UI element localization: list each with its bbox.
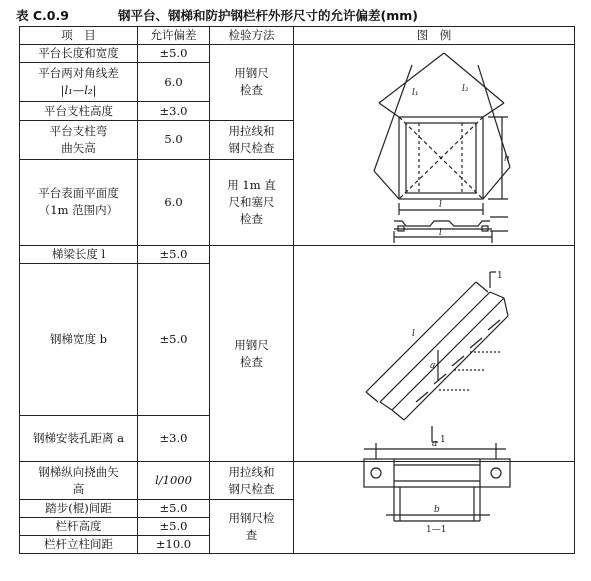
table-row bbox=[20, 246, 575, 264]
item-text: 平台支柱弯 bbox=[49, 123, 108, 138]
label-h: h bbox=[504, 154, 510, 164]
method-text: 钢尺检查 bbox=[228, 140, 275, 155]
item-cell bbox=[20, 462, 138, 500]
tolerance-cell: ±5.0 bbox=[138, 500, 210, 518]
method-text: 用钢尺检 bbox=[228, 510, 275, 525]
label-ladder-a: a bbox=[430, 360, 436, 371]
method-text: 用拉线和 bbox=[228, 123, 275, 138]
header-figure: 图 例 bbox=[294, 27, 575, 45]
tolerance-table bbox=[19, 26, 575, 554]
label-cut-top: 1 bbox=[497, 270, 503, 281]
label-ladder-l: l bbox=[412, 328, 415, 339]
table-caption: 钢平台、钢梯和防护钢栏杆外形尺寸的允许偏差(mm) bbox=[118, 8, 418, 23]
method-text: 检查 bbox=[240, 211, 263, 226]
table-row bbox=[20, 45, 575, 63]
method-text: 用拉线和 bbox=[228, 464, 275, 479]
item-text: 曲矢高 bbox=[61, 140, 96, 155]
label-l1: l₁ bbox=[412, 88, 419, 98]
item-cell bbox=[20, 120, 138, 159]
item-cell: 踏步(棍)间距 bbox=[20, 500, 138, 518]
tolerance-cell: 5.0 bbox=[138, 120, 210, 159]
method-cell bbox=[210, 462, 294, 500]
tolerance-cell: ±5.0 bbox=[138, 518, 210, 536]
method-text: 用 1m 直 bbox=[227, 177, 276, 192]
method-text: 检查 bbox=[240, 354, 263, 369]
ladder-figure bbox=[294, 246, 575, 462]
method-cell bbox=[210, 159, 294, 245]
platform-drawing bbox=[294, 45, 575, 245]
label-l: l bbox=[439, 200, 442, 210]
label-l2: l₂ bbox=[462, 84, 469, 94]
item-cell bbox=[20, 264, 138, 416]
method-text: 检查 bbox=[240, 83, 263, 98]
tolerance-cell: l/1000 bbox=[138, 462, 210, 500]
item-text: 平台两对角线差 bbox=[38, 66, 119, 81]
method-text: 钢尺检查 bbox=[228, 481, 275, 496]
tolerance-cell: 6.0 bbox=[138, 159, 210, 245]
item-text: |l₁—l₂| bbox=[60, 83, 97, 98]
item-cell bbox=[20, 63, 138, 102]
table-row bbox=[20, 462, 575, 500]
item-text: 钢梯纵向挠曲矢 bbox=[38, 464, 119, 479]
item-text: （1m 范围内） bbox=[38, 203, 119, 218]
method-text: 用钢尺 bbox=[234, 66, 269, 81]
item-cell: 平台长度和宽度 bbox=[20, 45, 138, 63]
platform-figure bbox=[294, 45, 575, 246]
method-text: 用钢尺 bbox=[234, 337, 269, 352]
header-tolerance: 允许偏差 bbox=[138, 27, 210, 45]
method-text: 查 bbox=[245, 527, 258, 542]
header-method: 检验方法 bbox=[210, 27, 294, 45]
method-cell bbox=[210, 45, 294, 121]
method-cell bbox=[210, 500, 294, 554]
table-number: 表 C.0.9 bbox=[16, 8, 69, 23]
item-cell: 栏杆高度 bbox=[20, 518, 138, 536]
section-figure bbox=[294, 438, 575, 554]
tolerance-cell: ±10.0 bbox=[138, 536, 210, 554]
header-item: 项 目 bbox=[20, 27, 138, 45]
table-title bbox=[0, 4, 591, 24]
method-text: 尺和塞尺 bbox=[228, 194, 275, 209]
method-cell bbox=[210, 246, 294, 462]
tolerance-cell: ±5.0 bbox=[138, 264, 210, 416]
item-cell: 栏杆立柱间距 bbox=[20, 536, 138, 554]
label-section-b: b bbox=[434, 504, 440, 515]
item-text: 钢梯宽度 b bbox=[49, 332, 108, 346]
item-cell bbox=[20, 159, 138, 245]
section-drawing bbox=[294, 434, 575, 533]
tolerance-cell: ±3.0 bbox=[138, 102, 210, 120]
item-cell: 钢梯安装孔距离 a bbox=[20, 416, 138, 462]
item-cell: 平台支柱高度 bbox=[20, 102, 138, 120]
method-cell bbox=[210, 120, 294, 159]
tolerance-cell: 6.0 bbox=[138, 63, 210, 102]
header-row bbox=[20, 27, 575, 45]
ladder-drawing bbox=[294, 250, 575, 450]
label-section-a: a bbox=[432, 438, 438, 449]
tolerance-cell: ±5.0 bbox=[138, 45, 210, 63]
label-section-name: 1—1 bbox=[426, 524, 447, 533]
item-cell: 梯梁长度 l bbox=[20, 246, 138, 264]
item-text: 平台表面平面度 bbox=[38, 186, 119, 201]
tolerance-cell: ±3.0 bbox=[138, 416, 210, 462]
label-cut-bottom: 1 bbox=[440, 434, 446, 445]
item-text: 高 bbox=[72, 481, 85, 496]
tolerance-cell: ±5.0 bbox=[138, 246, 210, 264]
label-l-elev: l bbox=[439, 228, 442, 238]
